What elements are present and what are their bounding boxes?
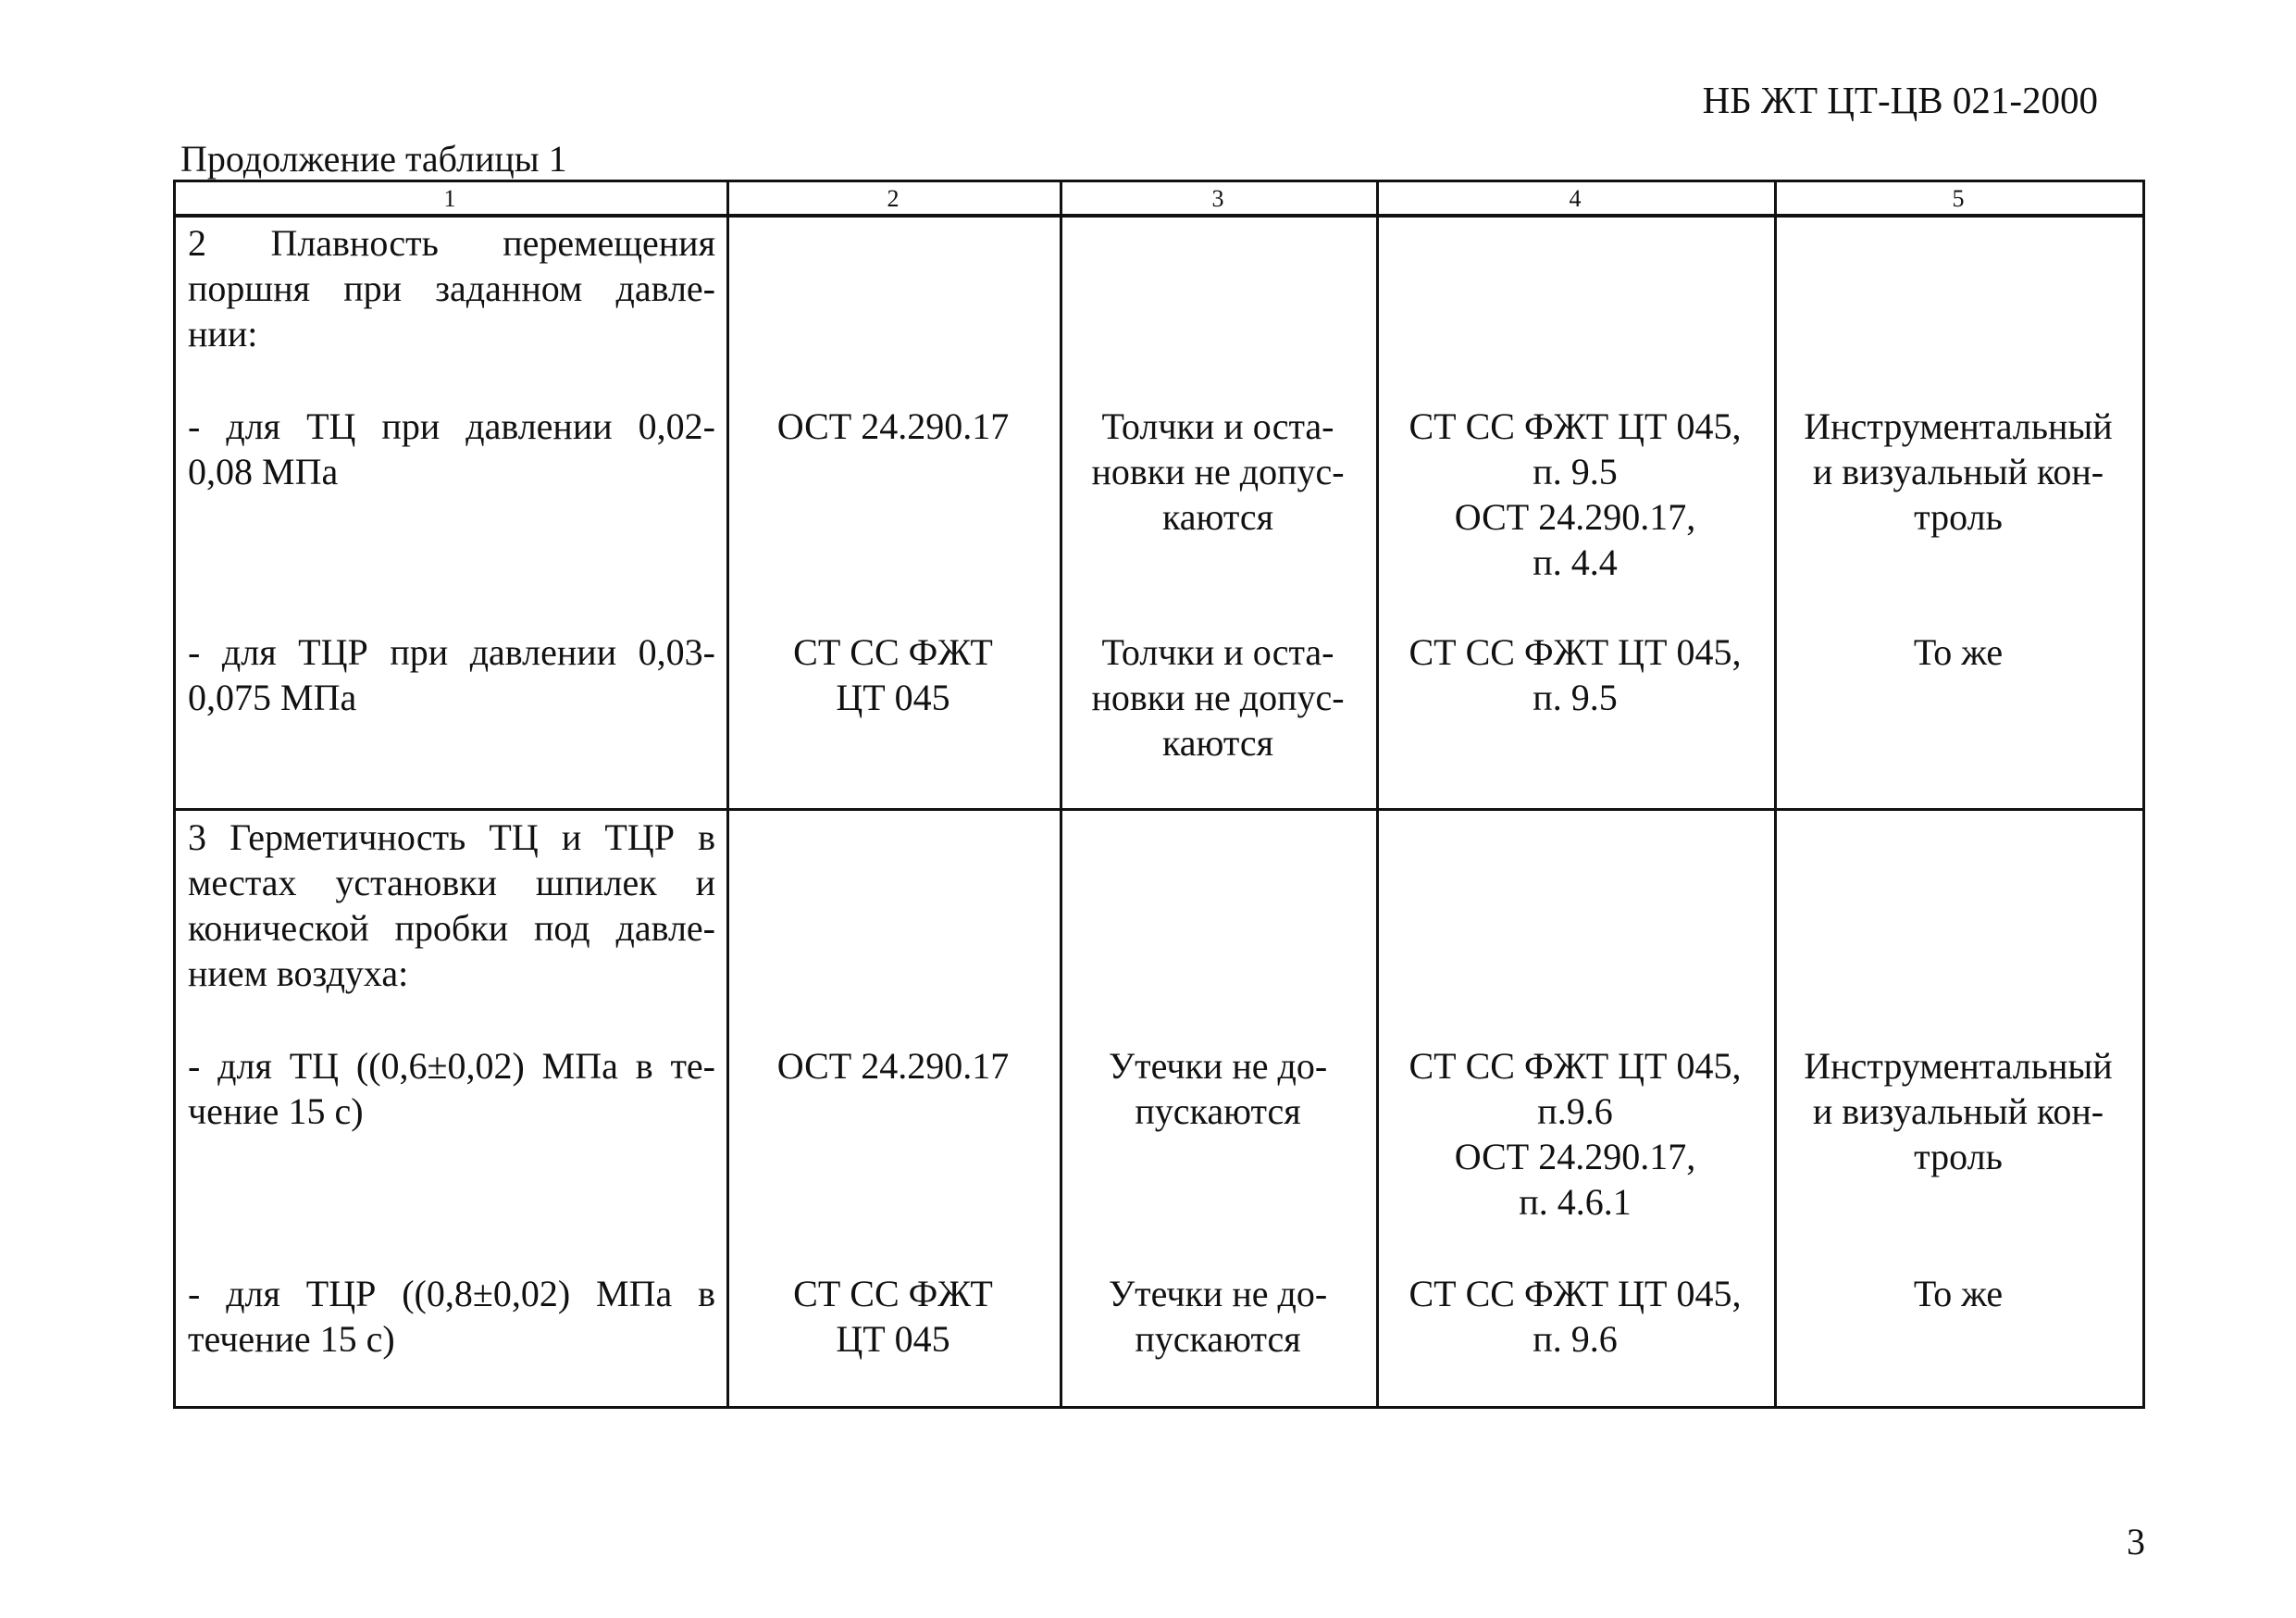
cell-line: Толчки и оста- <box>1101 631 1334 673</box>
cell-line: ЦТ 045 <box>836 1318 950 1360</box>
cell-line: каются <box>1161 722 1274 764</box>
cell-line: СТ СС ФЖТ ЦТ 045, <box>1409 1045 1742 1087</box>
cell-line: новки не допус- <box>1091 677 1345 718</box>
table-border <box>2142 180 2145 1409</box>
cell-line: нием воздуха: <box>188 952 409 994</box>
cell-parameter <box>188 220 715 356</box>
cell-line: То же <box>1913 631 2004 673</box>
cell-col-2 <box>726 1271 1060 1362</box>
cell-parameter <box>188 629 715 720</box>
cell-col-4 <box>1376 1271 1774 1362</box>
cell-col-4 <box>1376 1043 1774 1225</box>
column-header: 3 <box>1211 185 1224 212</box>
cell-line: 0,08 МПа <box>188 451 339 492</box>
cell-line: То же <box>1913 1273 2004 1314</box>
cell-parameter <box>188 1271 715 1362</box>
cell-line: Толчки и оста- <box>1101 405 1334 447</box>
column-header: 1 <box>443 185 456 212</box>
table-border <box>173 180 176 1409</box>
cell-line: ОСТ 24.290.17, <box>1454 1136 1696 1177</box>
cell-line: п. 9.5 <box>1533 677 1618 718</box>
table-caption: Продолжение таблицы 1 <box>180 138 567 180</box>
column-header: 2 <box>887 185 900 212</box>
cell-line: пускаются <box>1135 1318 1301 1360</box>
cell-line: конической пробки под давле- <box>188 907 715 949</box>
cell-line: местах установки шпилек и <box>188 862 715 903</box>
cell-col-4 <box>1376 629 1774 720</box>
cell-line: СТ СС ФЖТ ЦТ 045, <box>1409 1273 1742 1314</box>
cell-col-3 <box>1060 404 1376 540</box>
table-border <box>1060 180 1062 1409</box>
cell-line: п. 9.5 <box>1533 451 1618 492</box>
cell-col-5 <box>1774 404 2142 540</box>
cell-line: и визуальный кон- <box>1812 1090 2104 1132</box>
cell-line: п. 4.4 <box>1533 541 1618 583</box>
cell-col-5 <box>1774 1271 2142 1316</box>
cell-line: ОСТ 24.290.17 <box>776 405 1010 447</box>
cell-line: п. 9.6 <box>1533 1318 1618 1360</box>
cell-line: и визуальный кон- <box>1812 451 2104 492</box>
cell-line: 0,075 МПа <box>188 677 357 718</box>
cell-line: 2 Плавность перемещения <box>188 222 715 264</box>
cell-line: нии: <box>188 313 258 355</box>
cell-line: - для ТЦ при давлении 0,02- <box>188 405 715 447</box>
cell-line: п. 4.6.1 <box>1519 1181 1632 1223</box>
cell-col-2 <box>726 1043 1060 1089</box>
cell-col-2 <box>726 629 1060 720</box>
cell-col-2 <box>726 404 1060 449</box>
cell-line: Инструментальный <box>1804 405 2113 447</box>
cell-line: каются <box>1161 496 1274 538</box>
cell-line: течение 15 с) <box>188 1318 395 1360</box>
cell-line: поршня при заданном давле- <box>188 268 715 309</box>
cell-line: 3 Герметичность ТЦ и ТЦР в <box>188 816 715 858</box>
cell-line: - для ТЦ ((0,6±0,02) МПа в те- <box>188 1045 715 1087</box>
cell-line: новки не допус- <box>1091 451 1345 492</box>
cell-col-5 <box>1774 1043 2142 1179</box>
cell-line: Утечки не до- <box>1108 1045 1328 1087</box>
cell-parameter <box>188 404 715 494</box>
cell-line: ЦТ 045 <box>836 677 950 718</box>
table-border <box>1774 180 1777 1409</box>
cell-line: пускаются <box>1135 1090 1301 1132</box>
cell-line: СТ СС ФЖТ ЦТ 045, <box>1409 405 1742 447</box>
column-header: 5 <box>1952 185 1965 212</box>
cell-line: ОСТ 24.290.17, <box>1454 496 1696 538</box>
cell-line: Утечки не до- <box>1108 1273 1328 1314</box>
table-border <box>726 180 729 1409</box>
cell-line: троль <box>1914 1136 2003 1177</box>
page-number: 3 <box>2127 1521 2145 1562</box>
cell-line: Инструментальный <box>1804 1045 2113 1087</box>
cell-col-3 <box>1060 629 1376 765</box>
cell-parameter <box>188 815 715 996</box>
cell-line: п.9.6 <box>1537 1090 1613 1132</box>
cell-line: троль <box>1914 496 2003 538</box>
column-header: 4 <box>1569 185 1582 212</box>
cell-line: чение 15 с) <box>188 1090 364 1132</box>
cell-col-4 <box>1376 404 1774 585</box>
cell-line: СТ СС ФЖТ <box>793 1273 993 1314</box>
table-border <box>173 1406 2145 1409</box>
document-code: НБ ЖТ ЦТ-ЦВ 021-2000 <box>1702 79 2098 121</box>
cell-line: - для ТЦР при давлении 0,03- <box>188 631 715 673</box>
cell-col-5 <box>1774 629 2142 675</box>
cell-line: ОСТ 24.290.17 <box>776 1045 1010 1087</box>
cell-col-3 <box>1060 1043 1376 1134</box>
cell-parameter <box>188 1043 715 1134</box>
cell-line: СТ СС ФЖТ ЦТ 045, <box>1409 631 1742 673</box>
cell-line: - для ТЦР ((0,8±0,02) МПа в <box>188 1273 715 1314</box>
table-border <box>173 808 2145 811</box>
cell-line: СТ СС ФЖТ <box>793 631 993 673</box>
cell-col-3 <box>1060 1271 1376 1362</box>
